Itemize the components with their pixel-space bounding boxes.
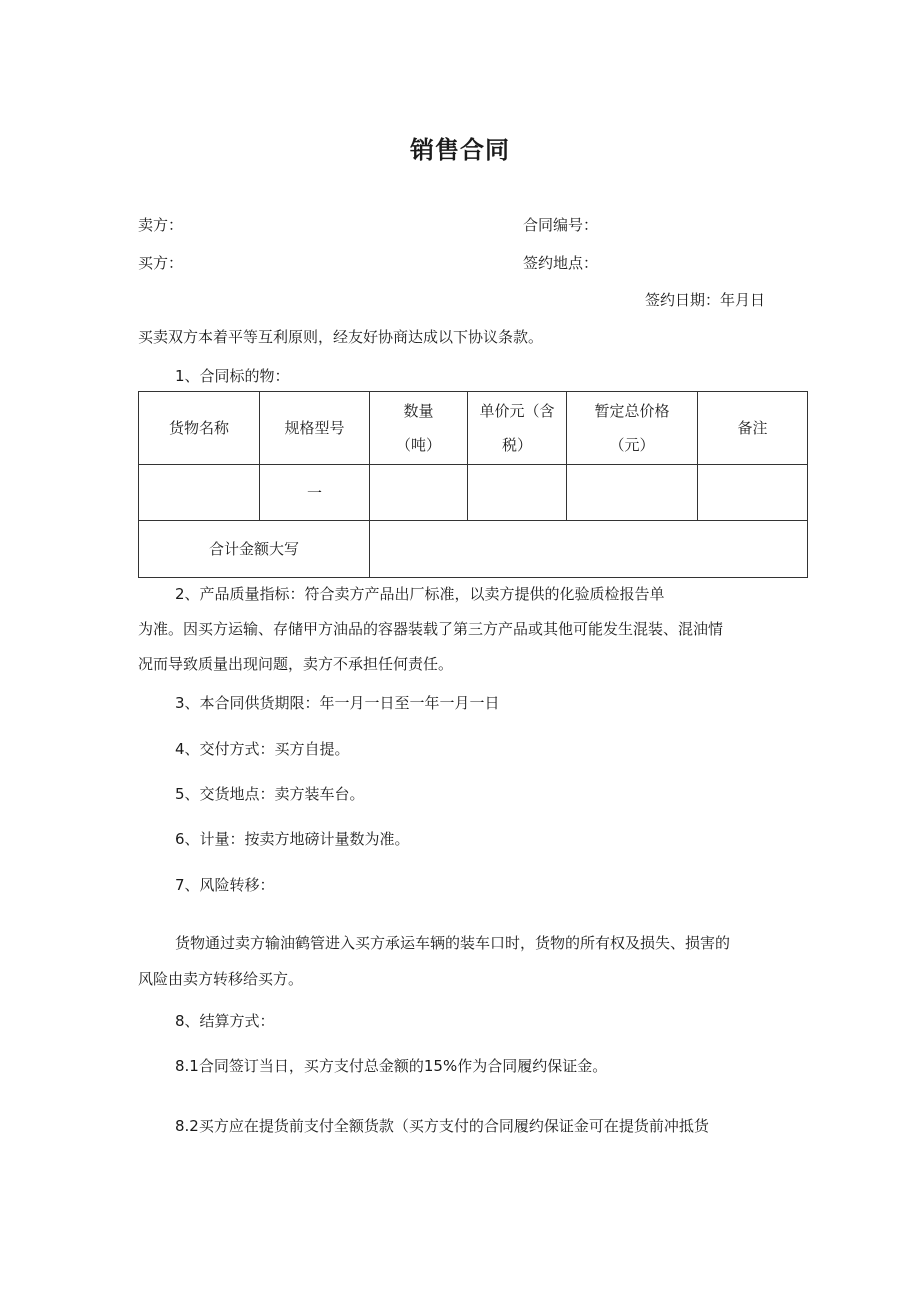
header-quantity [370, 392, 468, 465]
buyer-label: 买方： [138, 254, 184, 272]
header-unit-price-line1: 单价元（含 [479, 402, 555, 420]
clause-4: 4、交付方式：买方自提。 [175, 740, 350, 758]
cell-goods-name [139, 465, 260, 521]
page-title: 销售合同 [410, 136, 510, 164]
clause-2-line2: 为准。因买方运输、存储甲方油品的容器装载了第三方产品或其他可能发生混装、混油情 [138, 620, 724, 638]
goods-table [138, 391, 808, 578]
cell-remarks [698, 465, 808, 521]
header-spec-model: 规格型号 [260, 392, 370, 465]
header-unit-price [468, 392, 567, 465]
clause-8-1: 8.1合同签订当日，买方支付总金额的15%作为合同履约保证金。 [175, 1057, 608, 1075]
intro-text: 买卖双方本着平等互利原则，经友好协商达成以下协议条款。 [138, 328, 544, 346]
header-total-price-line2: （元） [609, 436, 655, 454]
clause-7-line2: 风险由卖方转移给买方。 [138, 970, 304, 988]
table-total-row [139, 521, 808, 578]
cell-unit-price [468, 465, 567, 521]
clause-3: 3、本合同供货期限：年一月一日至一年一月一日 [175, 694, 500, 712]
clause-5: 5、交货地点：卖方装车台。 [175, 785, 365, 803]
cell-quantity [370, 465, 468, 521]
sign-place-label: 签约地点： [523, 254, 599, 272]
header-remarks: 备注 [698, 392, 808, 465]
cell-spec-model: 一 [260, 465, 370, 521]
table-header-row [139, 392, 808, 465]
total-amount-label: 合计金额大写 [139, 521, 370, 578]
header-quantity-line2: （吨） [395, 436, 441, 454]
cell-total-price [567, 465, 698, 521]
clause-2-line3: 况而导致质量出现问题，卖方不承担任何责任。 [138, 655, 454, 673]
clause-8-2: 8.2买方应在提货前支付全额货款（买方支付的合同履约保证金可在提货前冲抵货 [175, 1117, 709, 1135]
table-row [139, 465, 808, 521]
header-goods-name: 货物名称 [139, 392, 260, 465]
header-unit-price-line2: 税） [501, 436, 532, 454]
clause-6: 6、计量：按卖方地磅计量数为准。 [175, 830, 410, 848]
clause-7-line1: 货物通过卖方输油鹤管进入买方承运车辆的装车口时，货物的所有权及损失、损害的 [175, 934, 731, 952]
header-quantity-line1: 数量 [403, 402, 434, 420]
seller-label: 卖方： [138, 216, 184, 234]
header-total-price [567, 392, 698, 465]
header-total-price-line1: 暂定总价格 [594, 402, 670, 420]
clause-2-line1: 2、产品质量指标：符合卖方产品出厂标准，以卖方提供的化验质检报告单 [175, 585, 665, 603]
clause-1-heading: 1、合同标的物： [175, 367, 290, 385]
total-amount-value [370, 521, 808, 578]
clause-8-heading: 8、结算方式： [175, 1012, 275, 1030]
contract-no-label: 合同编号： [523, 216, 599, 234]
sign-date-label: 签约日期：年月日 [645, 291, 766, 309]
clause-7-heading: 7、风险转移： [175, 876, 275, 894]
